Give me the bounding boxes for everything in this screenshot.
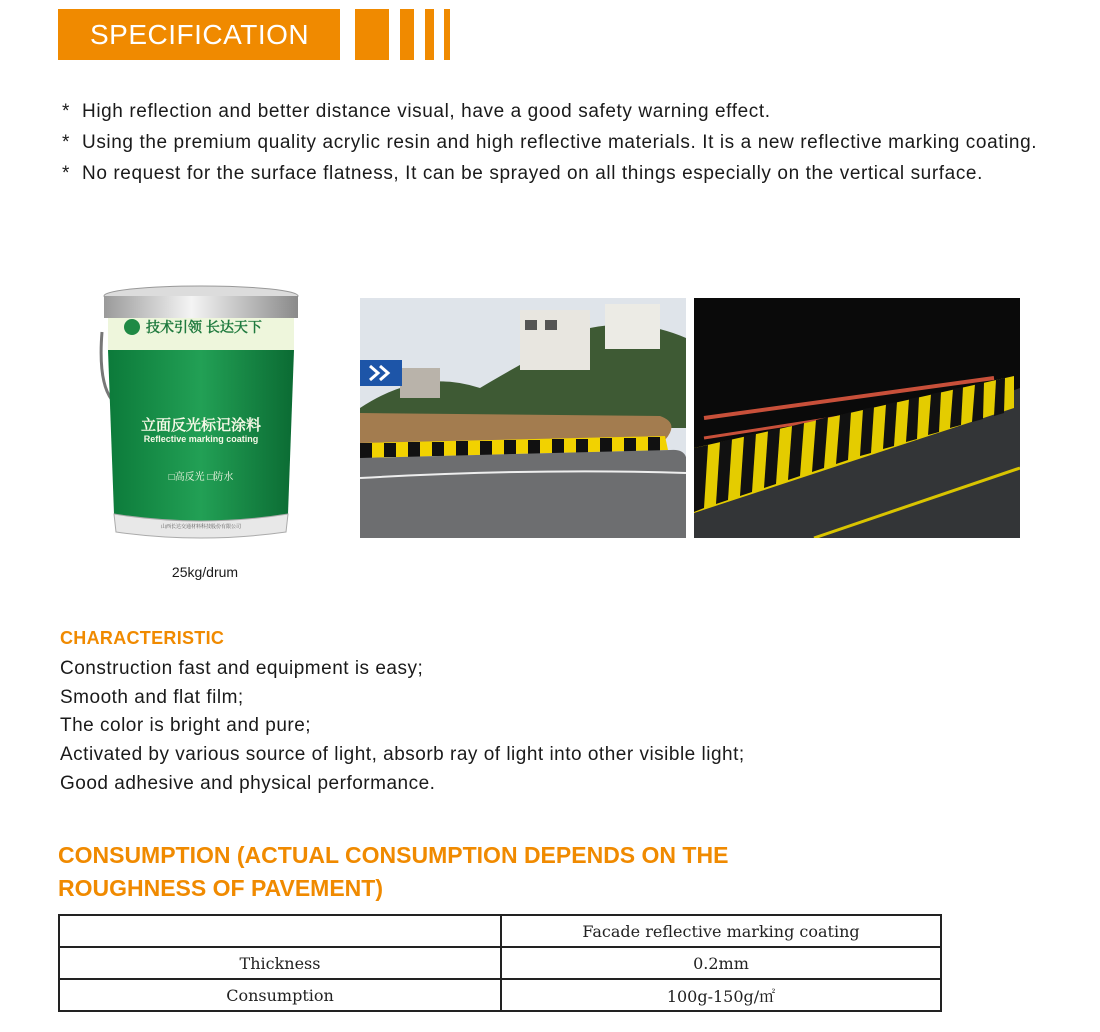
characteristic-item: Activated by various source of light, absorb ray of light into other visible light;	[60, 744, 745, 766]
feature-bullets	[62, 96, 1072, 189]
bullet-text: High reflection and better distance visual, have a good safety warning effect.	[82, 101, 771, 122]
drum-caption: 25kg/drum	[171, 564, 239, 580]
roundabout-day-photo	[360, 298, 686, 538]
feature-bullet	[62, 96, 1072, 127]
bullet-text: Using the premium quality acrylic resin and high reflective materials. It is a new reflective marking coating.	[82, 132, 1038, 153]
table-cell-value: 0.2mm	[501, 947, 941, 979]
bullet-symbol: *	[62, 101, 70, 122]
table-header-cell: Facade reflective marking coating	[501, 915, 941, 947]
section-title-specification	[58, 9, 340, 60]
characteristic-item: The color is bright and pure;	[60, 715, 312, 737]
characteristic-heading: CHARACTERISTIC	[60, 628, 225, 648]
feature-bullet	[62, 158, 1072, 189]
characteristic-item: Construction fast and equipment is easy;	[60, 658, 424, 679]
drum-slogan: 技术引领 长达天下	[146, 319, 262, 335]
drum-features: □高反光 □防水	[168, 472, 234, 483]
decor-bar	[355, 9, 389, 60]
feature-bullet	[62, 127, 1072, 158]
drum-product-name-en: Reflective marking coating	[143, 434, 259, 444]
consumption-heading-line: CONSUMPTION (ACTUAL CONSUMPTION DEPENDS ON THE	[58, 842, 729, 868]
table-row	[59, 947, 941, 979]
bullet-text: No request for the surface flatness, It can be sprayed on all things especially on the vertical surface.	[82, 163, 983, 184]
table-cell-label: Consumption	[59, 979, 501, 1011]
decor-bar	[425, 9, 434, 60]
drum-product-name: 立面反光标记涂料	[140, 417, 261, 434]
decor-bar	[444, 9, 450, 60]
bullet-symbol: *	[62, 132, 70, 153]
section-title-text: SPECIFICATION	[90, 18, 310, 50]
barrier-night-photo	[694, 298, 1020, 538]
consumption-table	[58, 914, 942, 1012]
table-cell-value: 100g-150g/㎡	[501, 979, 941, 1011]
table-header-row	[59, 915, 941, 947]
table-cell-label: Thickness	[59, 947, 501, 979]
decor-bar	[400, 9, 414, 60]
product-drum-image	[96, 282, 306, 544]
characteristic-item: Smooth and flat film;	[60, 686, 244, 708]
bullet-symbol: *	[62, 163, 70, 184]
table-header-cell	[59, 915, 501, 947]
consumption-heading-line: ROUGHNESS OF PAVEMENT)	[58, 875, 383, 901]
characteristic-list	[60, 655, 745, 799]
consumption-heading	[58, 839, 858, 905]
characteristic-item: Good adhesive and physical performance.	[60, 772, 436, 794]
table-row	[59, 979, 941, 1011]
drum-company: 山西长达交通材料科技股份有限公司	[160, 524, 241, 530]
